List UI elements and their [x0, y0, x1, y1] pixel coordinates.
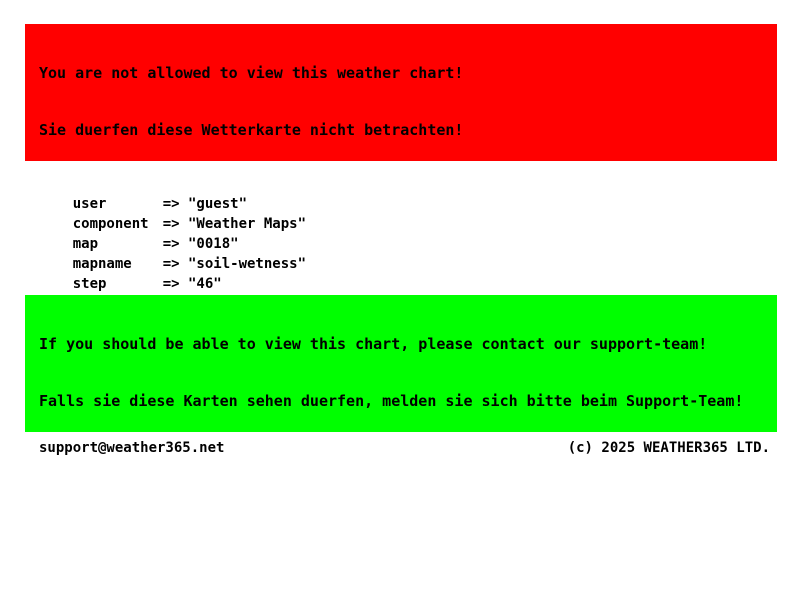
request-details — [39, 174, 800, 292]
arrow-glyph: => — [162, 216, 180, 232]
detail-key: mapname — [72, 256, 132, 272]
info-banner-line-de: Falls sie diese Karten sehen duerfen, melden sie sich bitte beim Support-Team! — [39, 392, 744, 410]
error-banner-line-de: Sie duerfen diese Wetterkarte nicht betrachten! — [39, 121, 464, 139]
error-banner — [25, 24, 777, 161]
info-banner — [25, 295, 777, 432]
footer — [39, 438, 770, 458]
arrow-glyph: => — [162, 276, 180, 292]
copyright-notice: (c) 2025 WEATHER365 LTD. — [567, 440, 770, 456]
arrow-glyph: => — [162, 196, 180, 212]
detail-key: map — [72, 236, 99, 252]
detail-value: "guest" — [188, 196, 248, 212]
arrow-glyph: => — [162, 256, 180, 272]
support-email: support@weather365.net — [39, 440, 225, 456]
detail-key: step — [72, 276, 107, 292]
info-banner-line-en: If you should be able to view this chart, please contact our support-team! — [39, 335, 708, 353]
detail-value: "Weather Maps" — [188, 216, 307, 232]
detail-key: component — [72, 216, 149, 232]
detail-value: "0018" — [188, 236, 239, 252]
error-banner-line-en: You are not allowed to view this weather chart! — [39, 64, 464, 82]
detail-row-user — [39, 174, 800, 212]
detail-value: "soil-wetness" — [188, 256, 307, 272]
arrow-glyph: => — [162, 236, 180, 252]
detail-value: "46" — [188, 276, 222, 292]
detail-key: user — [72, 196, 107, 212]
